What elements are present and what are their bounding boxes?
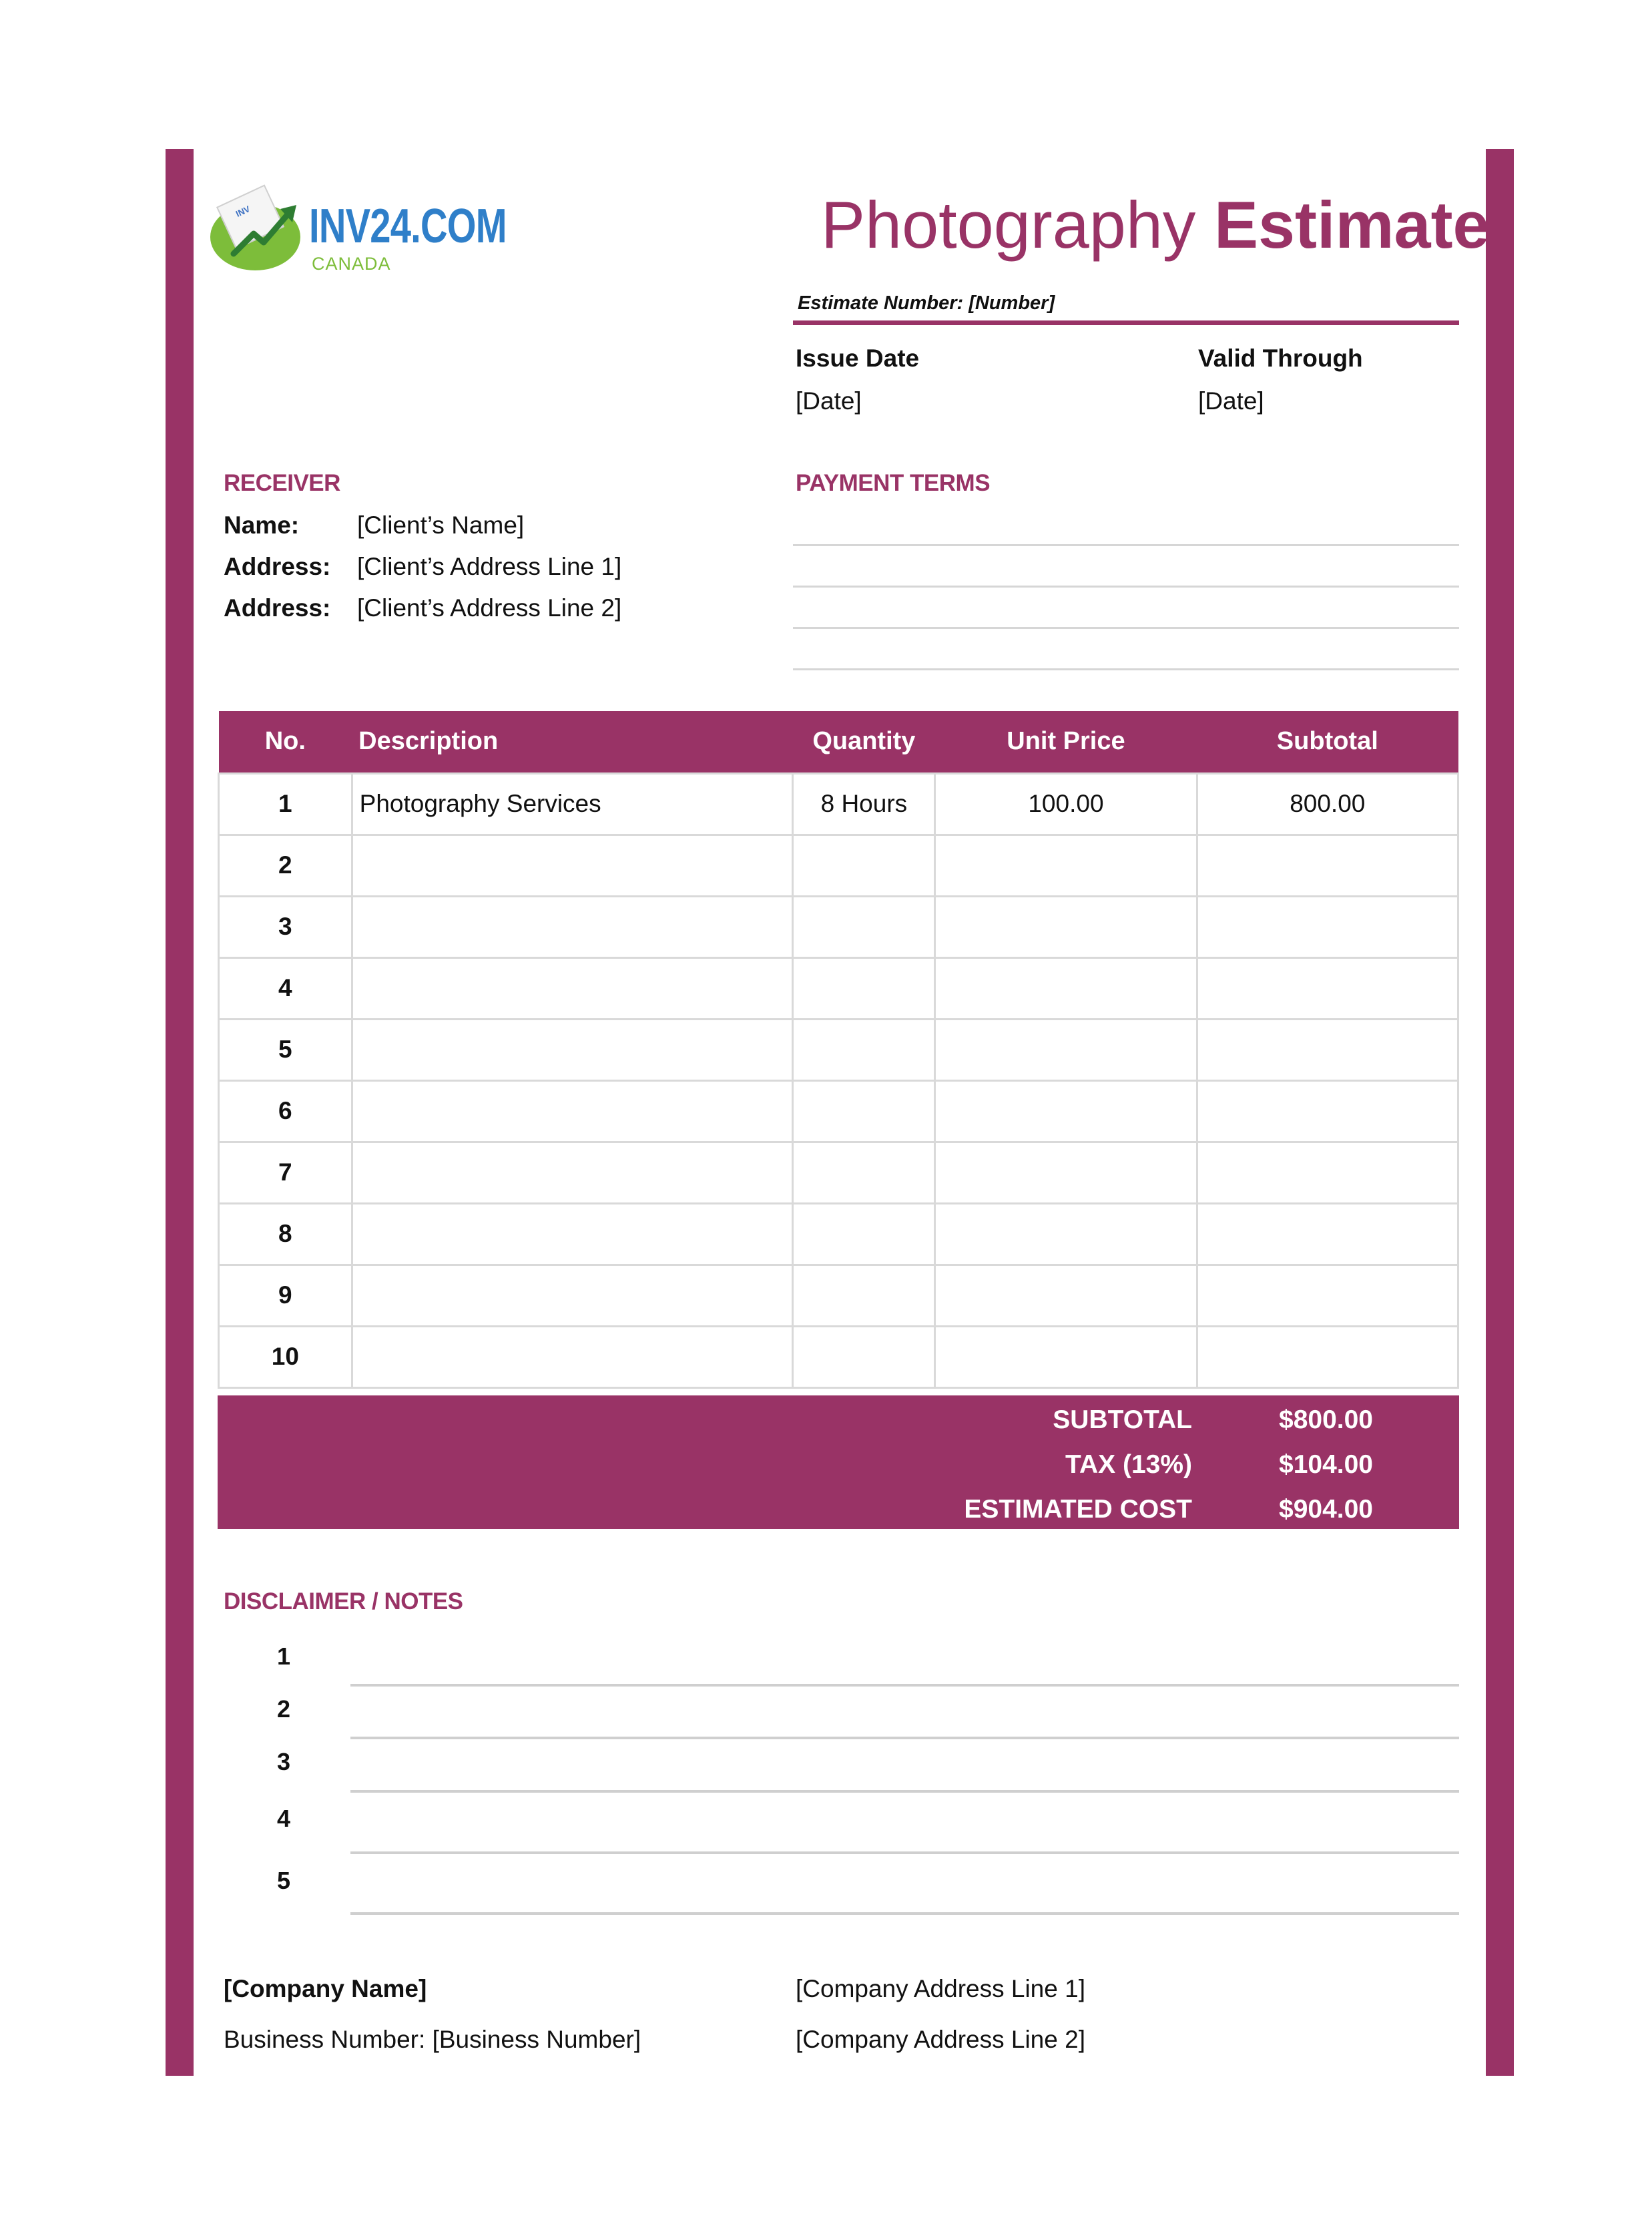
receiver-address1-label: Address: (224, 553, 331, 580)
cell-description[interactable] (352, 1203, 793, 1265)
receiver-address2-value: [Client’s Address Line 2] (357, 594, 622, 622)
cell-description[interactable] (352, 835, 793, 896)
cell-no: 5 (219, 1019, 352, 1080)
table-row (219, 835, 1458, 896)
cell-subtotal (1197, 1326, 1458, 1387)
cell-unit-price[interactable] (935, 1203, 1197, 1265)
cell-subtotal (1197, 1265, 1458, 1326)
cell-no: 8 (219, 1203, 352, 1265)
cell-subtotal: 800.00 (1197, 773, 1458, 835)
table-row (219, 1265, 1458, 1326)
cell-no: 4 (219, 957, 352, 1019)
receiver-name-label: Name: (224, 511, 300, 539)
company-name: [Company Name] (224, 1975, 427, 2002)
issue-date-value: [Date] (796, 387, 862, 415)
cell-unit-price[interactable] (935, 1142, 1197, 1203)
receiver-name-value: [Client’s Name] (357, 511, 525, 539)
note-line[interactable] (350, 1851, 1459, 1854)
cell-description[interactable] (352, 1326, 793, 1387)
right-accent-bar (1486, 149, 1514, 2076)
cell-quantity[interactable] (793, 1203, 935, 1265)
cell-quantity[interactable] (793, 1142, 935, 1203)
table-row (219, 1080, 1458, 1142)
column-header-quantity: Quantity (793, 711, 935, 773)
title-part-bold: Estimate (1213, 188, 1490, 262)
cell-subtotal (1197, 835, 1458, 896)
cell-description[interactable] (352, 896, 793, 957)
title-divider (793, 320, 1459, 325)
estimated-cost-value: $904.00 (1279, 1495, 1373, 1524)
note-number: 2 (276, 1695, 291, 1723)
cell-description[interactable]: Photography Services (352, 773, 793, 835)
note-line[interactable] (350, 1737, 1459, 1739)
table-row (219, 1326, 1458, 1387)
cell-description[interactable] (352, 1019, 793, 1080)
cell-quantity[interactable] (793, 896, 935, 957)
payment-terms-line (793, 627, 1459, 629)
trend-arrow-icon (227, 197, 300, 264)
column-header-description: Description (352, 711, 793, 773)
logo-paper-text: INV (234, 204, 252, 219)
cell-unit-price[interactable] (935, 1265, 1197, 1326)
cell-subtotal (1197, 1019, 1458, 1080)
table-row (219, 773, 1458, 835)
document-title (821, 189, 1490, 262)
note-line[interactable] (350, 1684, 1459, 1687)
cell-unit-price[interactable] (935, 1019, 1197, 1080)
note-line[interactable] (350, 1790, 1459, 1793)
table-row (219, 1142, 1458, 1203)
note-number: 3 (276, 1748, 291, 1775)
cell-unit-price[interactable] (935, 1326, 1197, 1387)
cell-description[interactable] (352, 1080, 793, 1142)
logo-subtitle: CANADA (312, 254, 391, 274)
cell-unit-price[interactable] (935, 835, 1197, 896)
totals-panel (218, 1395, 1459, 1529)
cell-quantity[interactable] (793, 1265, 935, 1326)
cell-quantity[interactable] (793, 1080, 935, 1142)
cell-no: 3 (219, 896, 352, 957)
estimated-cost-label: ESTIMATED COST (964, 1495, 1192, 1524)
note-number: 4 (276, 1805, 291, 1832)
cell-description[interactable] (352, 1265, 793, 1326)
left-accent-bar (166, 149, 194, 2076)
cell-unit-price[interactable] (935, 1080, 1197, 1142)
company-address-line-1: [Company Address Line 1] (796, 1975, 1085, 2002)
cell-description[interactable] (352, 1142, 793, 1203)
business-number: Business Number: [Business Number] (224, 2026, 641, 2053)
cell-no: 2 (219, 835, 352, 896)
cell-quantity[interactable] (793, 1019, 935, 1080)
valid-through-label: Valid Through (1198, 345, 1363, 372)
payment-terms-line (793, 544, 1459, 546)
table-row (219, 957, 1458, 1019)
cell-subtotal (1197, 957, 1458, 1019)
valid-through-value: [Date] (1198, 387, 1264, 415)
cell-subtotal (1197, 1142, 1458, 1203)
estimate-number: Estimate Number: [Number] (798, 292, 1055, 314)
payment-terms-line (793, 586, 1459, 588)
subtotal-label: SUBTOTAL (1053, 1405, 1192, 1434)
cell-no: 9 (219, 1265, 352, 1326)
payment-terms-line (793, 668, 1459, 670)
logo-wordmark: INV24.COM (309, 200, 507, 253)
cell-quantity[interactable]: 8 Hours (793, 773, 935, 835)
note-number: 1 (276, 1642, 291, 1670)
receiver-address1-value: [Client’s Address Line 1] (357, 553, 622, 580)
table-row (219, 896, 1458, 957)
cell-quantity[interactable] (793, 957, 935, 1019)
table-row (219, 1019, 1458, 1080)
table-row (219, 1203, 1458, 1265)
company-address-line-2: [Company Address Line 2] (796, 2026, 1085, 2053)
title-part-regular: Photography (821, 188, 1214, 262)
column-header-unit-price: Unit Price (935, 711, 1197, 773)
cell-no: 1 (219, 773, 352, 835)
column-header-no: No. (219, 711, 352, 773)
tax-label: TAX (13%) (1065, 1450, 1192, 1479)
tax-value: $104.00 (1279, 1450, 1373, 1479)
column-header-subtotal: Subtotal (1197, 711, 1458, 773)
cell-no: 6 (219, 1080, 352, 1142)
table-header-row (219, 711, 1458, 773)
note-number: 5 (276, 1867, 291, 1894)
line-items-table (218, 711, 1459, 1389)
receiver-heading: RECEIVER (224, 470, 340, 496)
cell-no: 7 (219, 1142, 352, 1203)
cell-unit-price[interactable]: 100.00 (935, 773, 1197, 835)
disclaimer-notes-heading: DISCLAIMER / NOTES (224, 1588, 463, 1614)
payment-terms-heading: PAYMENT TERMS (796, 470, 991, 496)
cell-no: 10 (219, 1326, 352, 1387)
note-line[interactable] (350, 1912, 1459, 1915)
cell-subtotal (1197, 1203, 1458, 1265)
cell-quantity[interactable] (793, 1326, 935, 1387)
cell-quantity[interactable] (793, 835, 935, 896)
issue-date-label: Issue Date (796, 345, 920, 372)
cell-subtotal (1197, 1080, 1458, 1142)
cell-description[interactable] (352, 957, 793, 1019)
cell-unit-price[interactable] (935, 896, 1197, 957)
cell-unit-price[interactable] (935, 957, 1197, 1019)
subtotal-value: $800.00 (1279, 1405, 1373, 1434)
company-logo (210, 190, 507, 280)
receiver-address2-label: Address: (224, 594, 331, 622)
cell-subtotal (1197, 896, 1458, 957)
